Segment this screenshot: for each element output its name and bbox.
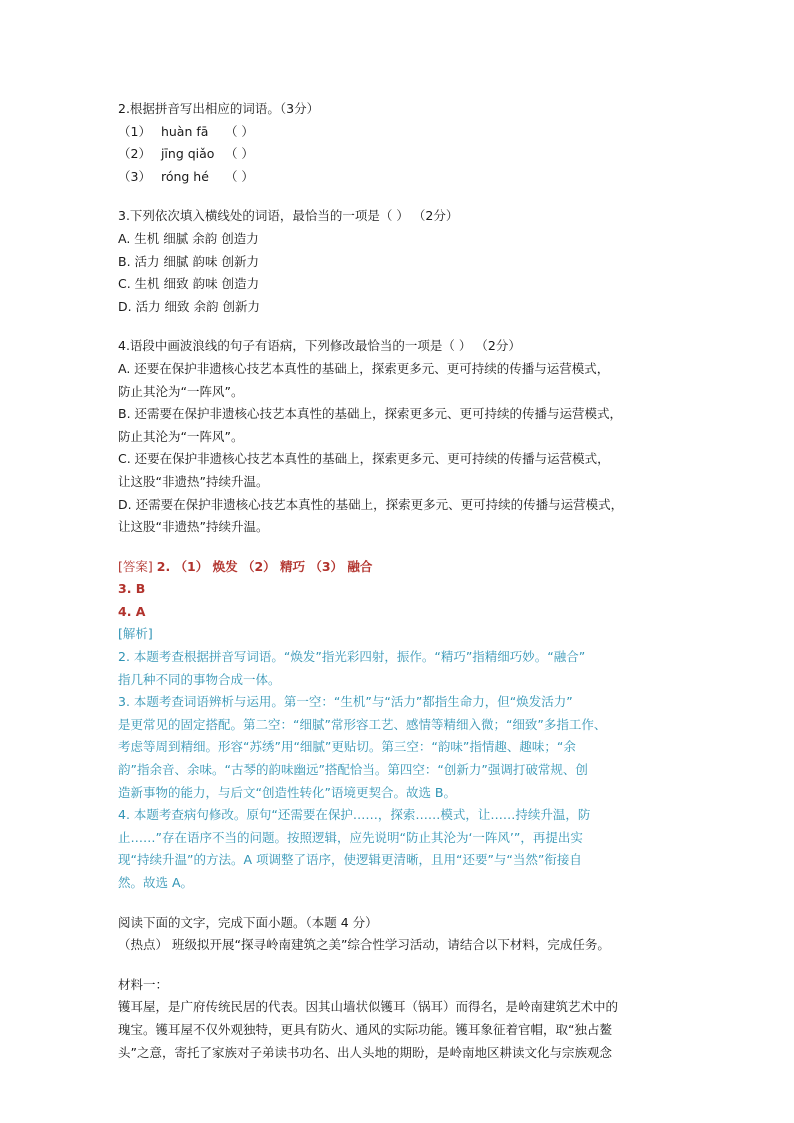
q3-option-c: C. 生机 细致 韵味 创造力: [118, 276, 260, 292]
document-page: [118, 98, 688, 1064]
analysis-line: 考虑等周到精细。形容“苏绣”用“细腻”更贴切。第三空：“韵味”指情趣、趣味；“余: [118, 739, 576, 755]
q2-item-blank: （ ）: [224, 168, 254, 184]
q2-item-2: [118, 143, 688, 166]
answer-line-1: [118, 556, 688, 579]
analysis-line: 然。故选 A。: [118, 875, 194, 890]
q2-item-pinyin: huàn fā: [160, 123, 209, 139]
analysis-line: 是更常见的固定搭配。第二空：“细腻”常形容工艺、感情等精细入微；“细致”多指工作、: [118, 716, 607, 732]
answer-q2: 2. （1） 焕发 （2） 精巧 （3） 融合: [156, 558, 373, 574]
answer-label: [答案]: [118, 558, 153, 574]
q4-option-a-line1: A. 还要在保护非遗核心技艺本真性的基础上，探索更多元、更可持续的传播与运营模式，: [118, 360, 610, 376]
q3-option-b: B. 活力 细腻 韵味 创新力: [118, 253, 259, 269]
analysis-line: 3. 本题考查词语辨析与运用。第一空：“生机”与“活力”都指生命力，但“焕发活力”: [118, 694, 573, 710]
q3-title: 3.下列依次填入横线处的词语，最恰当的一项是（ ） （2分）: [118, 208, 459, 224]
analysis-line: 韵”指余音、余味。“古琴的韵味幽远”搭配恰当。第四空：“创新力”强调打破常规、创: [118, 762, 588, 778]
q2-item-1: [118, 121, 688, 144]
material1-label: 材料一：: [118, 976, 169, 992]
q2-title: 2.根据拼音写出相应的词语。（3分）: [118, 101, 320, 116]
q4-option-c-line2: 让这股“非遗热”持续升温。: [118, 473, 269, 489]
q4-option-d-line1: D. 还需要在保护非遗核心技艺本真性的基础上，探索更多元、更可持续的传播与运营模式，: [118, 496, 624, 512]
q3-option-d: D. 活力 细致 余韵 创新力: [118, 298, 260, 314]
analysis-line: 4. 本题考查病句修改。原句“还需要在保护……，探索……模式，让……持续升温，防: [118, 807, 591, 823]
q2-item-pinyin: jīng qiǎo: [160, 146, 215, 162]
q2-item-num: （1）: [118, 123, 151, 139]
reading-intro: 阅读下面的文字，完成下面小题。（本题 4 分）: [118, 914, 378, 930]
analysis-line: 止……”存在语序不当的问题。按照逻辑，应先说明“防止其沦为‘一阵风’”，再提出实: [118, 829, 583, 845]
analysis-line: 指几种不同的事物合成一体。: [118, 671, 281, 687]
answer-q3: 3. B: [118, 581, 146, 597]
q4-option-b-line2: 防止其沦为“一阵风”。: [118, 428, 244, 444]
material1-line: 镬耳屋，是广府传统民居的代表。因其山墙状似镬耳（锅耳）而得名，是岭南建筑艺术中的: [118, 999, 619, 1015]
material1-line: 头”之意，寄托了家族对子弟读书功名、出人头地的期盼，是岭南地区耕读文化与宗族观念: [118, 1044, 612, 1060]
q4-option-a-line2: 防止其沦为“一阵风”。: [118, 383, 244, 399]
analysis-label: [解析]: [118, 626, 153, 642]
q4-option-b-line1: B. 还需要在保护非遗核心技艺本真性的基础上，探索更多元、更可持续的传播与运营模式，: [118, 406, 623, 422]
q2-item-num: （3）: [118, 168, 151, 184]
analysis-line: 2. 本题考查根据拼音写词语。“焕发”指光彩四射，振作。“精巧”指精细巧妙。“融合”: [118, 649, 586, 665]
q2-item-pinyin: róng hé: [160, 168, 209, 184]
answer-q4: 4. A: [118, 603, 146, 619]
q4-title: 4.语段中画波浪线的句子有语病，下列修改最恰当的一项是（ ） （2分）: [118, 338, 521, 354]
material1-line: 瑰宝。镬耳屋不仅外观独特，更具有防火、通风的实际功能。镬耳象征着官帽，取“独占鳌: [118, 1021, 612, 1037]
q2-item-blank: （ ）: [224, 123, 254, 139]
q4-option-d-line2: 让这股“非遗热”持续升温。: [118, 519, 269, 535]
analysis-line: 现“持续升温”的方法。A 项调整了语序，使逻辑更清晰，且用“还要”与“当然”衔接自: [118, 852, 582, 868]
q2-item-3: [118, 166, 688, 189]
q2-item-num: （2）: [118, 146, 151, 162]
analysis-line: 造新事物的能力，与后文“创造性转化”语境更契合。故选 B。: [118, 784, 457, 800]
q3-option-a: A. 生机 细腻 余韵 创造力: [118, 230, 259, 246]
q4-option-c-line1: C. 还要在保护非遗核心技艺本真性的基础上，探索更多元、更可持续的传播与运营模式，: [118, 451, 610, 467]
reading-task: （热点） 班级拟开展“探寻岭南建筑之美”综合性学习活动，请结合以下材料，完成任务。: [118, 937, 610, 953]
q2-item-blank: （ ）: [224, 146, 254, 162]
